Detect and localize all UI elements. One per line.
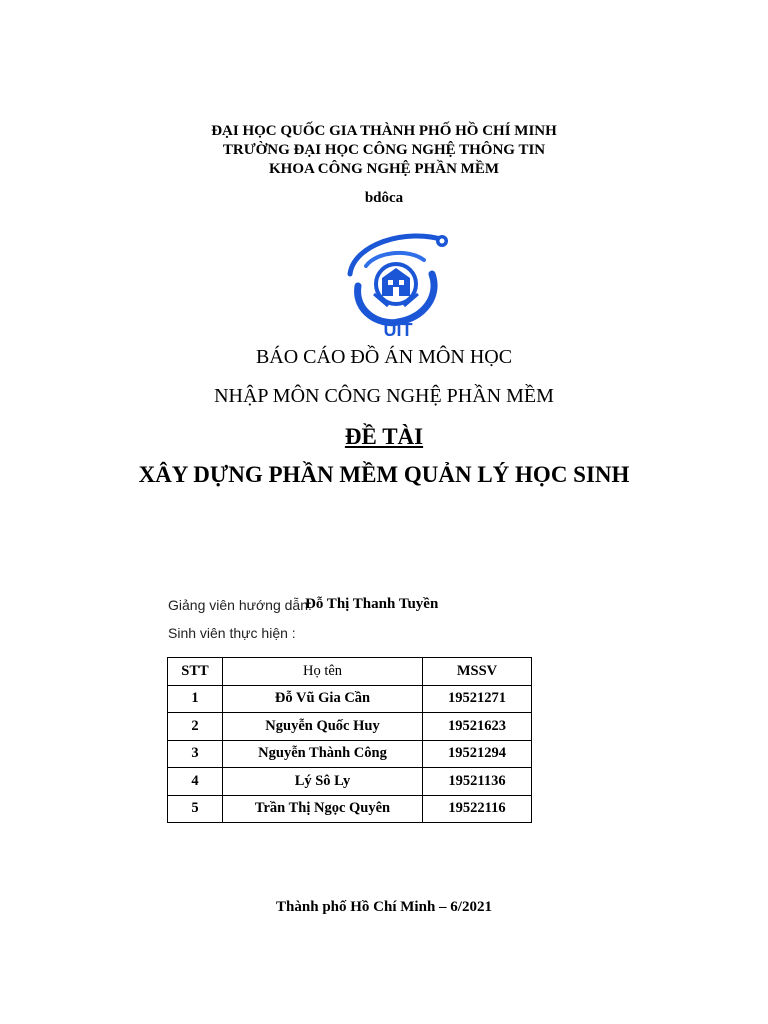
header-mssv: MSSV [423,658,532,686]
topic-title: XÂY DỰNG PHẦN MỀM QUẢN LÝ HỌC SINH [138,462,630,487]
table-row [168,795,532,823]
cell-stt: 2 [168,713,223,741]
place-date: Thành phố Hồ Chí Minh – 6/2021 [276,899,492,915]
cell-stt: 3 [168,740,223,768]
cell-stt: 4 [168,768,223,796]
university-name: ĐẠI HỌC QUỐC GIA THÀNH PHỐ HỒ CHÍ MINH [211,123,557,139]
faculty-name: KHOA CÔNG NGHỆ PHẦN MỀM [269,161,499,177]
logo-text: UIT [383,320,413,340]
header-stt: STT [168,658,223,686]
cell-stt: 5 [168,795,223,823]
cell-mssv: 19521136 [423,768,532,796]
cell-name: Nguyễn Quốc Huy [223,713,423,741]
cell-mssv: 19522116 [423,795,532,823]
table-header-row [168,658,532,686]
school-name: TRƯỜNG ĐẠI HỌC CÔNG NGHỆ THÔNG TIN [222,142,546,158]
table-row [168,685,532,713]
cell-name: Lý Sô Ly [223,768,423,796]
cell-mssv: 19521623 [423,713,532,741]
students-label: Sinh viên thực hiện : [168,625,296,641]
cell-stt: 1 [168,685,223,713]
cell-mssv: 19521271 [423,685,532,713]
lecturer-label: Giảng viên hướng dẫn: [168,597,312,613]
table-row [168,740,532,768]
cell-mssv: 19521294 [423,740,532,768]
stray-text: bdôca [364,190,404,206]
cell-name: Đỗ Vũ Gia Cần [223,685,423,713]
course-name: NHẬP MÔN CÔNG NGHỆ PHẦN MỀM [214,385,554,407]
lecturer-name: Đỗ Thị Thanh Tuyền [305,596,439,612]
student-table [167,657,532,823]
cell-name: Trần Thị Ngọc Quyên [223,795,423,823]
table-row [168,768,532,796]
uit-logo [336,226,460,340]
topic-label: ĐỀ TÀI [344,424,424,449]
report-title: BÁO CÁO ĐỒ ÁN MÔN HỌC [255,346,513,368]
cell-name: Nguyễn Thành Công [223,740,423,768]
header-name: Họ tên [223,658,423,686]
table-row [168,713,532,741]
